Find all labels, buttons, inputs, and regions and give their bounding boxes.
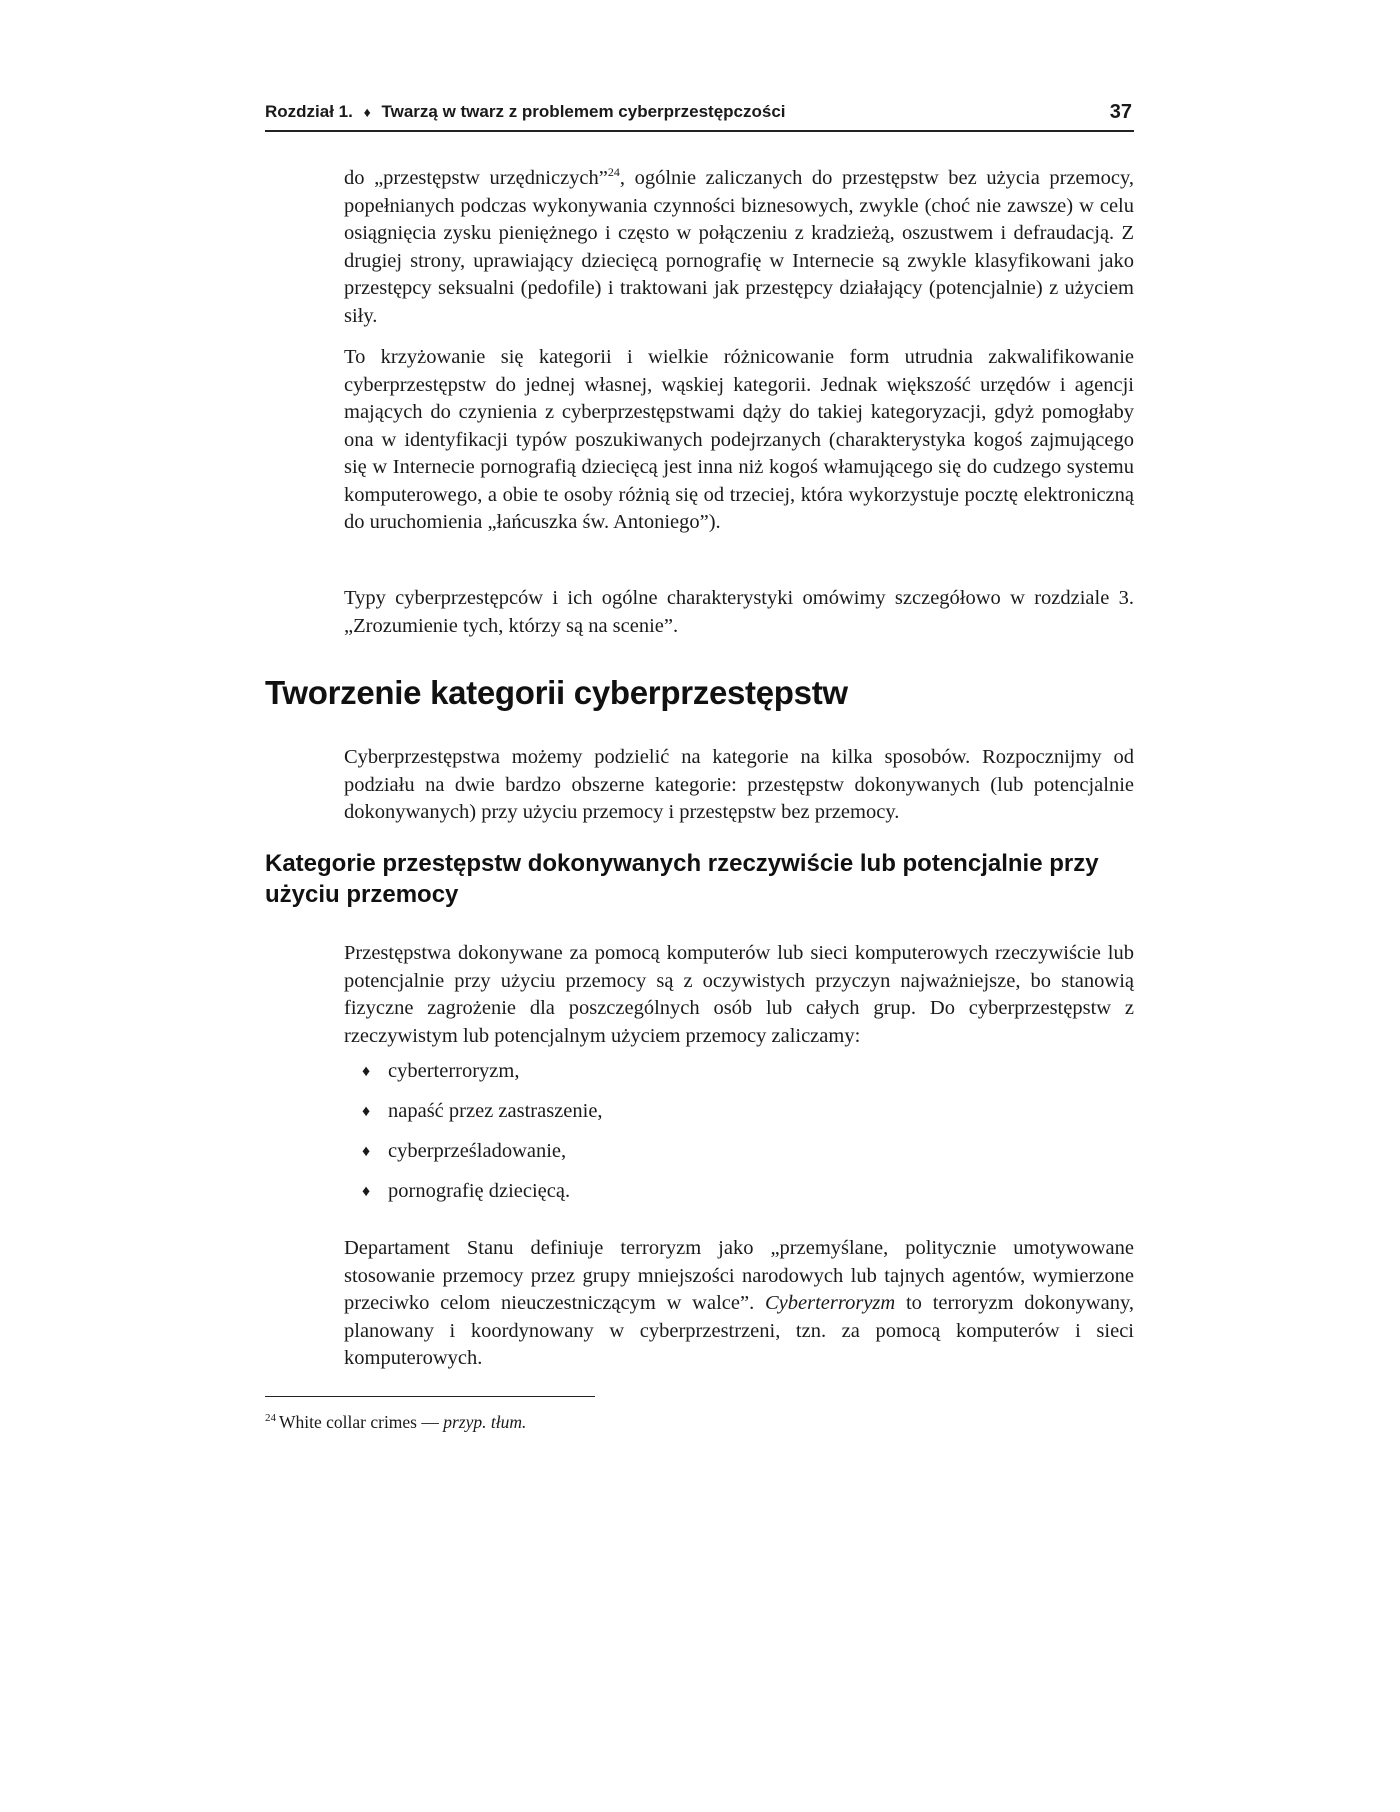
- paragraph-4: Cyberprzestępstwa możemy podzielić na kategorie na kilka sposobów. Rozpocznijmy od podziału na dwie bardzo obszerne kategorie: przestępstw dokonywanych (lub potencjalnie dokonywanych) przy użyciu przemocy i przestępstw bez przemocy.: [344, 746, 1134, 823]
- paragraph-2: To krzyżowanie się kategorii i wielkie różnicowanie form utrudnia zakwalifikowanie cyberprzestępstw do jednej własnej, wąskiej kategorii. Jednak większość urzędów i agencji mających do czynienia z cyberprzestępstwami dąży do takiej kategoryzacji, gdyż pomogłaby ona w identyfikacji typów poszukiwanych podejrzanych (charakterystyka kogoś zajmującego się w Internecie pornografią dziecięcą jest inna niż kogoś włamującego się do cudzego systemu komputerowego, a obie te osoby różnią się od trzeciej, która wykorzystuje pocztę elektroniczną do uruchomienia „łańcuszka św. Antoniego”).: [344, 346, 1134, 533]
- list-item: [362, 1098, 603, 1138]
- footnote-divider: [265, 1396, 595, 1397]
- footnote-number: 24: [265, 1412, 276, 1425]
- list-item: [362, 1058, 603, 1098]
- diamond-bullet-icon: ♦: [362, 1063, 371, 1080]
- list-item-text: pornografię dziecięcą.: [388, 1180, 571, 1202]
- chapter-title: Twarzą w twarz z problemem cyberprzestępczości: [381, 102, 786, 121]
- chapter-label: Rozdział 1.: [265, 102, 353, 121]
- footnote-text: White collar crimes —: [279, 1412, 444, 1432]
- diamond-bullet-icon: ♦: [362, 1183, 371, 1200]
- paragraph-6-start: Departament Stanu definiuje terroryzm jako „przemyślane, politycznie umotywowane stosowanie przemocy przez grupy mniejszości narodowych lub tajnych agentów, wymierzone przeciwko celom nieuczestniczącym w walce”.: [344, 1237, 1134, 1314]
- list-item: [362, 1178, 603, 1218]
- paragraph-1-start: do „przestępstw urzędniczych”: [344, 167, 608, 189]
- paragraph-6-rest: to terroryzm dokonywany, planowany i koordynowany w cyberprzestrzeni, tzn. za pomocą komputerów i sieci komputerowych.: [344, 1292, 1135, 1369]
- footnote-italic: przyp. tłum.: [443, 1412, 527, 1432]
- paragraph-3: Typy cyberprzestępców i ich ogólne charakterystyki omówimy szczegółowo w rozdziale 3. „Zrozumienie tych, którzy są na scenie”.: [344, 587, 1134, 637]
- footnote-reference: 24: [607, 165, 620, 180]
- diamond-bullet-icon: ♦: [362, 1143, 371, 1160]
- list-item-text: napaść przez zastraszenie,: [388, 1100, 603, 1122]
- diamond-bullet-icon: ♦: [362, 1103, 371, 1120]
- section-heading: Tworzenie kategorii cyberprzestępstw: [265, 674, 848, 711]
- paragraph-5: Przestępstwa dokonywane za pomocą komputerów lub sieci komputerowych rzeczywiście lub potencjalnie przy użyciu przemocy są z oczywistych przyczyn najważniejsze, bo stanowią fizyczne zagrożenie dla poszczególnych osób lub całych grup. Do cyberprzestępstw z rzeczywistym lub potencjalnym użyciem przemocy zaliczamy:: [344, 942, 1134, 1047]
- running-header-title: [265, 98, 786, 126]
- diamond-icon: ♦: [363, 104, 371, 120]
- italic-term: Cyberterroryzm: [765, 1292, 896, 1314]
- page-number: 37: [1109, 101, 1132, 123]
- running-header: [265, 98, 1134, 132]
- bullet-list: [362, 1058, 603, 1218]
- list-item: [362, 1138, 603, 1178]
- subsection-heading: Kategorie przestępstw dokonywanych rzeczywiście lub potencjalnie przy użyciu przemocy: [265, 850, 1099, 908]
- footnote: [265, 1410, 526, 1434]
- paragraph-6: [344, 1235, 1134, 1373]
- list-item-text: cyberprześladowanie,: [388, 1140, 567, 1162]
- paragraph-1: [344, 165, 1134, 330]
- list-item-text: cyberterroryzm,: [388, 1060, 520, 1082]
- paragraph-1-rest: , ogólnie zaliczanych do przestępstw bez użycia przemocy, popełnianych podczas wykonywania czynności biznesowych, zwykle (choć nie zawsze) w celu osiągnięcia zysku pieniężnego i często w połączeniu z kradzieżą, oszustwem i defraudacją. Z drugiej strony, uprawiający dziecięcą pornografię w Internecie są zwykle klasyfikowani jako przestępcy seksualni (pedofile) i traktowani jak przestępcy działający (potencjalnie) z użyciem siły.: [344, 167, 1134, 327]
